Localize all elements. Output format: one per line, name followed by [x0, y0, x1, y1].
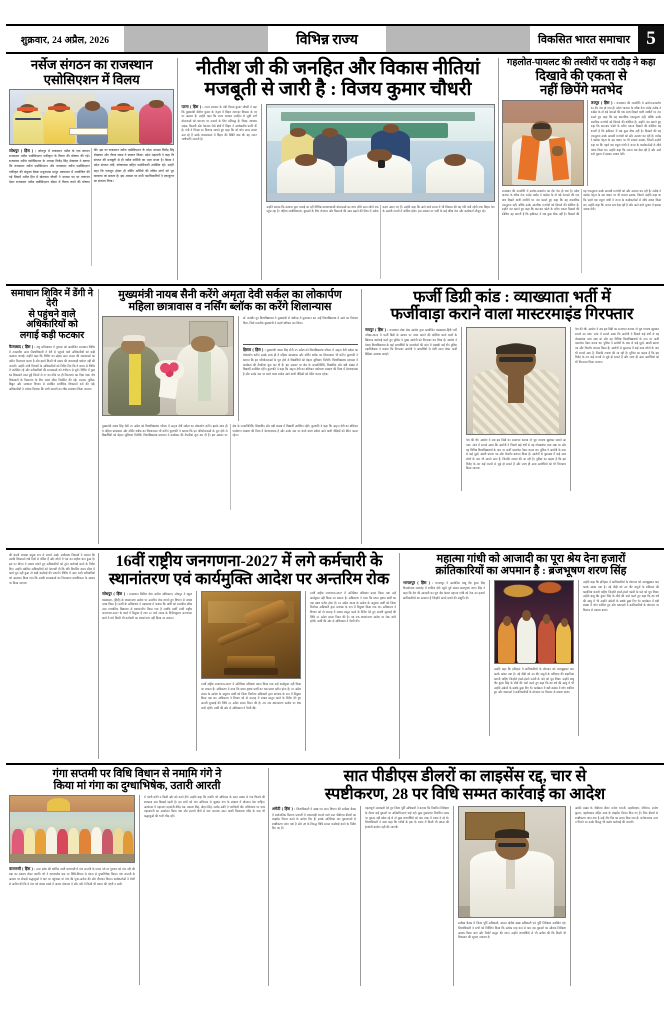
mid-center-body-bottom	[102, 424, 358, 510]
third-center-body-left-text: राजस्थान सिविल सेवा अपील अधिकरण, जोधपुर ने स्कूल व्याख्याता, (हिंदी) के स्थानांतरण आदेश पर अन्तरिम रोक लगाते हुए विभाग से जवाब तलब किया है। प्रार्थी के अधिवक्ता ने न्यायालय में बताया कि प्रार्थी को राजकीय वरिष्ठ उच्च माध्यमिक विद्यालय से स्थानांतरित किया गया है जबकि प्रार्थी 16वीं राष्ट्रीय जनगणना-2027 के कार्य में नियुक्त है तथा 12 मार्च 2026 के निर्देशानुसार जनगणना कार्य में लगे किसी भी कर्मचारी का स्थानांतरण नहीं किया जा सकता।	[102, 592, 192, 621]
divider-third-center-a	[196, 591, 197, 751]
section-mid	[6, 289, 664, 544]
third-center-dateline: जोधपुर ( हिंस )	[102, 592, 126, 597]
bottom-right-headline-line2: स्पष्टीकरण, 28 पर विधि सम्मत कार्रवाई का आदेश	[324, 785, 606, 803]
newspaper-page	[0, 24, 670, 1024]
mid-right-body-right-text: पेश की थी। आयोग ने जब इस डिग्री का सत्यापन कराया तो पूरा मामला खुलकर सामने आ गया। जांच में सामने आया कि आरोपी ने पिछले कई वर्षों से यह गोरखधंधा चला रखा था और वह विभिन्न विश्वविद्यालयों के नाम पर फर्जी दस्तावेज तैयार करता था। पुलिस ने आरोपी के पास से कई मुहरें, खाली प्रमाण पत्र और लैपटॉप बरामद किया है। आरोपी से पूछताछ में कई अन्य लोगों के नाम भी सामने आए हैं, जिनकी तलाश की जा रही है। पुलिस का कहना है कि इस गिरोह के तार कई राज्यों से जुड़े हो सकते हैं और जल्द ही अन्य आरोपियों को भी गिरफ्तार किया जाएगा।	[575, 327, 659, 364]
divider-mid-right-b	[570, 327, 571, 491]
mid-left-article	[6, 289, 98, 544]
third-center-body-under-text: 16वीं राष्ट्रीय जनगणना-2027 में अतिरिक्त प्रशिक्षण प्रदान किया गया उन्हें कार्यमुक्त नहीं किया जा सकता है। अधिकरण ने माना कि प्रथम दृष्टया प्रार्थी का पक्ष प्रबल प्रतीत होता है। 01 अप्रैल 2026 के आदेश के अनुसार प्रार्थी को जिला निर्वाचन अधिकारी द्वारा प्रगणक के रूप में नियुक्त किया गया था। अधिकरण ने विभाग को दो सप्ताह में जवाब प्रस्तुत करने के निर्देश देते हुए अगली सुनवाई की तिथि 21 अप्रैल 2026 नियत की है। तब तक स्थानांतरण आदेश पर रोक जारी रहेगी। प्रार्थी की ओर से अधिवक्ता ने पैरवी की।	[201, 682, 301, 710]
bottom-right-body-c3	[458, 921, 566, 983]
third-left-body	[9, 553, 95, 759]
mid-right-headline-line2: फर्जीवाड़ा कराने वाला मास्टरमाइंड गिरफ्तार	[390, 306, 634, 324]
mid-right-body-undercut-text: पेश की थी। आयोग ने जब इस डिग्री का सत्यापन कराया तो पूरा मामला खुलकर सामने आ गया। जांच में सामने आया कि आरोपी ने पिछले कई वर्षों से यह गोरखधंधा चला रखा था और वह विभिन्न विश्वविद्यालयों के नाम पर फर्जी दस्तावेज तैयार करता था। पुलिस ने आरोपी के पास से कई मुहरें, खाली प्रमाण पत्र और लैपटॉप बरामद किया है। आरोपी से पूछताछ में कई अन्य लोगों के नाम भी सामने आए हैं, जिनकी तलाश की जा रही है। पुलिस का कहना है कि इस गिरोह के तार कई राज्यों से जुड़े हो सकते हैं और जल्द ही अन्य आरोपियों को भी गिरफ्तार किया जाएगा।	[466, 438, 566, 471]
divider-bottom-left-a	[139, 795, 140, 985]
page-number-badge: 5	[638, 26, 664, 52]
section-bottom	[6, 768, 664, 987]
masthead-section-title: विभिन्न राज्य	[268, 26, 386, 52]
top-left-dateline: जोधपुर ( हिंस )	[9, 149, 34, 154]
politician-portrait-photo	[502, 100, 584, 186]
third-center-article	[99, 553, 399, 759]
top-right-body-b	[502, 189, 662, 273]
third-right-headline-line2: क्रांतिकारियों का अपमान है : ब्रजभूषण शरण सिंह	[435, 564, 627, 577]
third-right-dateline: भागलपुर ( हिंस )	[403, 581, 430, 586]
third-left-body-text: की बढ़ती समस्या प्रमुख रूप से सामने आई। अधीनस्थ निकायों ने बताया कि उनकी शिकायतें लंबे दिनों से लंबित हैं और लोगों में भय का माहौल बना हुआ है। इस पर डीएम ने जवाब मांगते हुए अधिकारियों को तुरंत कार्रवाई करने के निर्देश दिए। उन्होंने संबंधित अधिकारियों को चेतावनी दी कि यदि निर्धारित समय सीमा में कार्य पूरा नहीं हुआ तो कड़ी कार्रवाई की जाएगी। शिविर में आए सभी फरियादियों को आश्वस्त किया गया कि उनकी समस्याओं का निराकरण प्राथमिकता के आधार पर किया जाएगा।	[9, 552, 95, 585]
mid-center-headline-line1: मुख्यमंत्री नायब सैनी करेंगे अमृता देवी सर्कल का लोकार्पण	[118, 288, 342, 301]
top-right-article	[499, 58, 665, 280]
bottom-right-body-c2	[365, 806, 449, 986]
masthead-date: शुक्रवार, 24 अप्रैल, 2026	[6, 26, 124, 52]
press-conference-photo	[266, 104, 494, 202]
third-center-body-left: जोधपुर ( हिंस ) । राजस्थान सिविल सेवा अपील अधिकरण, जोधपुर ने स्कूल व्याख्याता, (हिंदी) के स्थानांतरण आदेश पर अन्तरिम रोक लगाते हुए विभाग से जवाब तलब किया है। प्रार्थी के अधिवक्ता ने न्यायालय में बताया कि प्रार्थी को राजकीय वरिष्ठ उच्च माध्यमिक विद्यालय से स्थानांतरित किया गया है जबकि प्रार्थी 16वीं राष्ट्रीय जनगणना-2027 के कार्य में नियुक्त है तथा 12 मार्च 2026 के निर्देशानुसार जनगणना कार्य में लगे किसी भी कर्मचारी का स्थानांतरण नहीं किया जा सकता।	[102, 592, 192, 621]
masthead	[6, 24, 664, 54]
mid-center-body-bottom-text: मुख्यमंत्री नायब सिंह सैनी 25 अप्रैल को विश्वविद्यालय परिसर में अमृता देवी सर्कल का लोकार्पण करेंगे। इसके साथ ही वे महिला छात्रावास और नर्सिंग ब्लॉक का शिलान्यास भी करेंगे। कुलपति ने बताया कि इन परियोजनाओं के पूरा होने से विद्यार्थियों को बेहतर सुविधाएं मिलेंगी। विश्वविद्यालय प्रशासन ने कार्यक्रम की तैयारियां शुरू कर दी हैं। इस अवसर पर क्षेत्र के जनप्रतिनिधि, शिक्षाविद और बड़ी संख्या में विद्यार्थी उपस्थित रहेंगे। कुलपति ने कहा कि अमृता देवी का बलिदान पर्यावरण संरक्षण की दिशा में प्रेरणादायक है और उनके नाम पर बनने वाला सर्कल आने वाली पीढ़ियों को प्रेरित करता रहेगा।	[102, 424, 358, 438]
divider-third-right-b	[578, 580, 579, 736]
top-center-headline-line1: नीतीश जी की जनहित और विकास नीतियां	[196, 58, 480, 79]
bottom-left-dateline: वाराणसी ( हिंस )	[9, 867, 33, 872]
top-right-dateline: जयपुर ( हिंस )	[590, 100, 613, 105]
mid-right-body-left-text: राजस्थान लोक सेवा आयोग द्वारा आयोजित व्याख्याता-हिंदी भर्ती परीक्षा-2022 में फर्जी डिग्री के आधार पर चयन कराने की कोशिश करने वालों के खिलाफ कार्रवाई करते हुए पुलिस ने मुख्य आरोपी को गिरफ्तार कर लिया है। आयोग ने मेवाड़ विश्वविद्यालय के कई अभ्यर्थियों के दस्तावेजों की जांच में गड़बड़ी पाई थी। पुलिस महानिरीक्षक ने बताया कि गिरफ्तार आरोपी ने अभ्यर्थियों से मोटी रकम लेकर फर्जी डिग्रियां उपलब्ध कराईं।	[365, 328, 457, 356]
mid-right-body-left: जयपुर ( हिंस ) । राजस्थान लोक सेवा आयोग द्वारा आयोजित व्याख्याता-हिंदी भर्ती परीक्षा-2022 में फर्जी डिग्री के आधार पर चयन कराने की कोशिश करने वालों के खिलाफ कार्रवाई करते हुए पुलिस ने मुख्य आरोपी को गिरफ्तार कर लिया है। आयोग ने मेवाड़ विश्वविद्यालय के कई अभ्यर्थियों के दस्तावेजों की जांच में गड़बड़ी पाई थी। पुलिस महानिरीक्षक ने बताया कि गिरफ्तार आरोपी ने अभ्यर्थियों से मोटी रकम लेकर फर्जी डिग्रियां उपलब्ध कराईं।	[365, 328, 457, 356]
top-right-body-continued: राजस्थान की राजनीति में आरोप-प्रत्यारोप का दौर तेज हो गया है। प्रदेश भाजपा के वरिष्ठ नेता राजेंद्र राठौड़ ने कांग्रेस के दो बड़े नेताओं की एक साथ दिखने वाली तस्वीरों पर तंज कसते हुए कहा कि यह वास्तविक एकजुटता नहीं, बल्कि उनके आंतरिक मतभेदों को छिपाने की कोशिश है। उन्होंने तंज कसते हुए कहा कि बार-बार फोटो के जरिए एकता दिखाने की कोशिश यह बताती है कि हकीकत में सब कुछ ठीक नहीं है। दिखाने की यह एकजुटता उनके आपसी मतभेदों को और उजागर कर रही है। राठौड़ ने कांग्रेस नेतृत्व के उस बयान पर भी सवाल उठाया, जिसमें उन्होंने कहा था कि पहले बार राहुल गांधी ने राज्य के कार्यकर्ताओं से सीधे संवाद किया था। उन्होंने कहा कि जनता सब देख रही है और आने वाले चुनाव में इसका जवाब देगी।	[501, 188, 661, 216]
bottom-left-headline-line2: किया मां गंगा का दुग्धाभिषेक, उतारी आरती	[53, 779, 221, 792]
bottom-left-body-left-text: उत्तर प्रदेश की धार्मिक नगरी वाराणसी में गंगा सप्तमी के पावन पर्व पर गुरुवार को गंगा नदी की रक्षा का संकल्प लेकर नमामि गंगे ने दशाश्वमेध घाट पर विधि-विधान से वंदना से दुग्धाभिषेक किया। गंगा सप्तमी के अवसर पर सैकड़ों श्रद्धालुओं ने घाट पर पहुंचकर मां गंगा की पूजा-अर्चना की और दीपदान किया। कार्यकर्ताओं ने लोगों से अपील की कि वे गंगा को स्वच्छ रखने में अपना योगदान दें और नदी में किसी भी प्रकार की गंदगी न डालें।	[9, 867, 135, 886]
mid-center-article	[99, 289, 361, 544]
top-left-body: जोधपुर ( हिंस ) । जोधपुर में राजस्थान नर्सेज के एक संगठन राजस्थान नर्सेज एसोसिएशन एकीकृत के विलय की घोषणा की गई। राजस्थान नर्सेज एसोसिएशन के अध्यक्ष विजेंद्र सिंह शेखावत ने बताया कि राजस्थान नर्सेज एसोसिएशन और राजस्थान नर्सेज एसोसिएशन एकीकृत की संयुक्त बैठक मथुरादास माथुर अस्पताल में आयोजित की गई जिसमें नर्सेज हित में खेताराम चौधरी ने अध्यक्ष पद पर न्यागपत्र देकर राजस्थान नर्सेज एसोसिएशन दौसाा में विलय करने की घोषणा की। इस पर राजस्थान नर्सेज एसोसिएशन के प्रदेश अध्यक्ष विजेंद्र सिंह शेखावत और नीरज व्यास ने स्वागत किया। प्रदेश महामंत्री ने कहा कि संगठन की मजबूती से ही नर्सेज कर्मियों का भला संभव है। बैठक में प्रदेश संगठन मंत्री, कोषाध्यक्ष सहित पदाधिकारी उपस्थित रहे। उन्होंने कहा कि एकजुट होकर ही नर्सिंग कर्मियों की लंबित मांगों को पूरा करवाया जा सकता है। इस अवसर पर सभी पदाधिकारियों ने एकजुटता का संकल्प लिया।	[9, 148, 175, 184]
divider-third-right-a	[489, 580, 490, 736]
top-left-body-text: जोधपुर में राजस्थान नर्सेज के एक संगठन राजस्थान नर्सेज एसोसिएशन एकीकृत के विलय की घोषणा की गई। राजस्थान नर्सेज एसोसिएशन के अध्यक्ष विजेंद्र सिंह शेखावत ने बताया कि राजस्थान नर्सेज एसोसिएशन और राजस्थान नर्सेज एसोसिएशन एकीकृत की संयुक्त बैठक मथुरादास माथुर अस्पताल में आयोजित की गई जिसमें नर्सेज हित में खेताराम चौधरी ने अध्यक्ष पद पर न्यागपत्र देकर राजस्थान नर्सेज एसोसिएशन दौसाा में विलय करने की घोषणा की। इस पर राजस्थान नर्सेज एसोसिएशन के प्रदेश अध्यक्ष विजेंद्र सिंह शेखावत और नीरज व्यास ने स्वागत किया। प्रदेश महामंत्री ने कहा कि संगठन की मजबूती से ही नर्सेज कर्मियों का भला संभव है। बैठक में प्रदेश संगठन मंत्री, कोषाध्यक्ष सहित पदाधिकारी उपस्थित रहे। उन्होंने कहा कि एकजुट होकर ही नर्सिंग कर्मियों की लंबित मांगों को पूरा करवाया जा सकता है। इस अवसर पर सभी पदाधिकारियों ने एकजुटता का संकल्प लिया।	[9, 148, 175, 184]
bottom-right-body-c4	[575, 806, 658, 986]
mid-left-headline-line2: से पहुंचने वाले अधिकारियों को	[26, 309, 78, 331]
masthead-spacer-right	[386, 26, 530, 52]
group-felicitation-photo	[9, 89, 174, 145]
mid-left-body: फैजाबाद ( हिंस ) । राघु सचिवालय में गुरुवार को आयोजित समाधान शिविर में तत्कालीन अपर जिलाधिकारी ने देरी से पहुंचने वाले अधिकारियों को कड़ी फटकार लगाई। उन्होंने कहा कि शिविर का उद्देश्य आम जनता की समस्याओं का त्वरित निस्तारण करना है और इसमें किसी भी प्रकार की लापरवाही बर्दाश्त नहीं की जाएगी। उन्होंने सभी विभागों के अधिकारियों को निर्देश दिए कि वे समय से शिविर में उपस्थित रहें और फरियादियों की समस्याओं को गंभीरता से सुनें। शिविर में कुल 84 शिकायतें प्राप्त हुईं जिनमें से 37 का मौके पर ही निस्तारण कर दिया गया। शेष शिकायतों के निस्तारण के लिए समय सीमा निर्धारित की गई। राजस्व, पुलिस, विद्युत और जलकल विभाग से संबंधित सर्वाधिक शिकायतें दर्ज की गईं। अधिकारियों ने भरोसा दिलाया कि सभी मामलों का शीघ्र समाधान किया जाएगा।	[9, 344, 95, 391]
bottom-right-article	[269, 768, 661, 987]
bottom-right-body-c3-text: समीक्षा बैठक में जिला पूर्ति अधिकारी, समस्त क्षेत्रीय खाद्य अधिकारी एवं पूर्ति निरीक्षक उपस्थित रहे। जिलाधिकारी ने सभी को निर्देशित किया कि प्रत्येक माह कम से कम दस दुकानों का औचक निरीक्षण अवश्य किया जाए और रिपोर्ट प्रस्तुत की जाए। उन्होंने लाभार्थियों से भी अपील की कि किसी भी शिकायत की सूचना तत्काल दें।	[458, 921, 566, 940]
section-top	[6, 58, 664, 280]
third-right-body-under-text: उन्होंने कहा कि इतिहास में क्रांतिकारियों के योगदान को जानबूझकर कम करके आंका गया है। नई पीढ़ी को उन वीर सपूतों के बलिदान की कहानियां बतानी चाहिए जिन्होंने हंसते-हंसते फांसी के फंदे को चूम लिया। उन्होंने बाबू वीर कुंवर सिंह के शौर्य की चर्चा करते हुए कहा कि 80 वर्ष की आयु में भी उन्होंने अंग्रेजों के छक्के छुड़ा दिए थे। कार्यक्रम में बड़ी संख्या में लोग शामिल हुए और वक्ताओं ने क्रांतिकारियों के योगदान पर विस्तार से प्रकाश डाला।	[494, 667, 574, 695]
mid-right-dateline: जयपुर ( हिंस )	[365, 328, 386, 333]
divider-third-center-b	[305, 591, 306, 751]
mid-left-headline-line1: समाधान शिविर में डेंगी ने देरी	[10, 288, 94, 310]
third-right-body-left: भागलपुर ( हिंस ) । भागलपुर में आयोजित बाबू वीर कुंवर सिंह विजयोत्सव समारोह में शामिल होने पहुंचे पूर्व सांसद ब्रजभूषण शरण सिंह ने कहा कि देश की आजादी का पूरा श्रेय केवल महात्मा गांधी को देना उन हजारों क्रांतिकारियों का अपमान है जिन्होंने अपने प्राणों की आहुति दी।	[403, 581, 485, 600]
mid-left-headline-line3: लगाई कड़ी फटकार	[19, 331, 85, 342]
bottom-left-headline-line1: गंगा सप्तमी पर विधि विधान से नमामि गंगे ने	[52, 767, 222, 780]
mid-left-body-text: राघु सचिवालय में गुरुवार को आयोजित समाधान शिविर में तत्कालीन अपर जिलाधिकारी ने देरी से पहुंचने वाले अधिकारियों को कड़ी फटकार लगाई। उन्होंने कहा कि शिविर का उद्देश्य आम जनता की समस्याओं का त्वरित निस्तारण करना है और इसमें किसी भी प्रकार की लापरवाही बर्दाश्त नहीं की जाएगी। उन्होंने सभी विभागों के अधिकारियों को निर्देश दिए कि वे समय से शिविर में उपस्थित रहें और फरियादियों की समस्याओं को गंभीरता से सुनें। शिविर में कुल 84 शिकायतें प्राप्त हुईं जिनमें से 37 का मौके पर ही निस्तारण कर दिया गया। शेष शिकायतों के निस्तारण के लिए समय सीमा निर्धारित की गई। राजस्व, पुलिस, विद्युत और जलकल विभाग से संबंधित सर्वाधिक शिकायतें दर्ज की गईं। अधिकारियों ने भरोसा दिलाया कि सभी मामलों का शीघ्र समाधान किया जाएगा।	[9, 344, 95, 391]
section-divider-3	[6, 763, 664, 765]
bottom-right-body-c1: अमेठी ( हिंस ) । जिलाधिकारी ने खाद्य एवं रसद विभाग की समीक्षा बैठक में सार्वजनिक वितरण प्रणाली में लापरवाही बरतने वाले सात पीडीएस डीलरों का लाइसेंस निरस्त करने के आदेश दिए हैं। इसके अतिरिक्त चार दुकानदारों से स्पष्टीकरण मांगा गया है और 28 के विरुद्ध विधि सम्मत कार्रवाई करने के निर्देश दिए गए हैं।	[272, 807, 356, 831]
top-left-headline-line2: एसोसिएशन में विलय	[43, 71, 140, 87]
bottom-left-article	[6, 768, 268, 987]
divider-top-center-a	[261, 104, 262, 280]
mid-right-body-undercut	[466, 438, 566, 490]
third-right-body-under	[494, 667, 574, 733]
third-right-body-right	[583, 580, 659, 736]
third-right-body-right-text: उन्होंने कहा कि इतिहास में क्रांतिकारियों के योगदान को जानबूझकर कम करके आंका गया है। नई पीढ़ी को उन वीर सपूतों के बलिदान की कहानियां बतानी चाहिए जिन्होंने हंसते-हंसते फांसी के फंदे को चूम लिया। उन्होंने बाबू वीर कुंवर सिंह के शौर्य की चर्चा करते हुए कहा कि 80 वर्ष की आयु में भी उन्होंने अंग्रेजों के छक्के छुड़ा दिए थे। कार्यक्रम में बड़ी संख्या में लोग शामिल हुए और वक्ताओं ने क्रांतिकारियों के योगदान पर विस्तार से प्रकाश डाला।	[583, 580, 659, 613]
accused-mugshot-photo	[466, 327, 566, 435]
top-left-article	[6, 58, 177, 280]
top-center-body-right	[266, 205, 494, 279]
top-right-headline-line1: दिखावे की एकता से	[535, 67, 627, 83]
top-left-headline-line1: नर्सेज संगठन का राजस्थान	[30, 57, 153, 72]
divider-bottom-right-b	[453, 806, 454, 986]
mid-center-body-right-text: मुख्यमंत्री नायब सिंह सैनी 25 अप्रैल को विश्वविद्यालय परिसर में अमृता देवी सर्कल का लोकार्पण करेंगे। इसके साथ ही वे महिला छात्रावास और नर्सिंग ब्लॉक का शिलान्यास भी करेंगे। कुलपति ने बताया कि इन परियोजनाओं के पूरा होने से विद्यार्थियों को बेहतर सुविधाएं मिलेंगी। विश्वविद्यालय प्रशासन ने कार्यक्रम की तैयारियां शुरू कर दी हैं। इस अवसर पर क्षेत्र के जनप्रतिनिधि, शिक्षाविद और बड़ी संख्या में विद्यार्थी उपस्थित रहेंगे। कुलपति ने कहा कि अमृता देवी का बलिदान पर्यावरण संरक्षण की दिशा में प्रेरणादायक है और उनके नाम पर बनने वाला सर्कल आने वाली पीढ़ियों को प्रेरित करता रहेगा।	[243, 348, 358, 376]
top-center-article	[178, 58, 497, 280]
mid-right-body-right	[575, 327, 659, 491]
third-center-body-right-text: 16वीं राष्ट्रीय जनगणना-2027 में अतिरिक्त प्रशिक्षण प्रदान किया गया उन्हें कार्यमुक्त नहीं किया जा सकता है। अधिकरण ने माना कि प्रथम दृष्टया प्रार्थी का पक्ष प्रबल प्रतीत होता है। 01 अप्रैल 2026 के आदेश के अनुसार प्रार्थी को जिला निर्वाचन अधिकारी द्वारा प्रगणक के रूप में नियुक्त किया गया था। अधिकरण ने विभाग को दो सप्ताह में जवाब प्रस्तुत करने के निर्देश देते हुए अगली सुनवाई की तिथि 21 अप्रैल 2026 नियत की है। तब तक स्थानांतरण आदेश पर रोक जारी रहेगी। प्रार्थी की ओर से अधिवक्ता ने पैरवी की।	[310, 591, 396, 624]
officer-desk-photo	[458, 806, 566, 918]
mid-center-headline-line2: महिला छात्रावास व नर्सिंग ब्लॉक का करेंगे शिलान्यास	[128, 300, 332, 313]
third-right-article	[400, 553, 662, 759]
top-center-body-left-text: राज्य सरकार के मंत्री विजय कुमार चौधरी ने कहा कि मुख्यमंत्री नीतीश कुमार के नेतृत्व में बिहार लगातार विकास के पथ पर अग्रसर है। उन्होंने कहा कि राज्य सरकार जनहित से जुड़ी सभी योजनाओं को धरातल पर उतारने के लिए प्रतिबद्ध है। शिक्षा, स्वास्थ्य, सड़क, बिजली और पेयजल जैसे क्षेत्रों में बिहार ने उल्लेखनीय प्रगति की है। मंत्री ने विपक्ष पर निशाना साधते हुए कहा कि जो लोग आज सवाल उठा रहे हैं उनके शासनकाल में बिहार की स्थिति क्या थी, यह जनता भलीभांति जानती है।	[181, 104, 258, 142]
gavel-photo	[201, 591, 301, 679]
bottom-left-body-right-text: में गंदगी करेंगे न किसी और को करने देंगे। उन्होंने कहा कि नमामि गंगे अभियान के सतत प्रयास से गंगा किनारे की स्वच्छता अब दिखाई पड़ती है। हम सभी को गंगा अभियान से जुड़कर गंगा के संरक्षण में योगदान देना चाहिए। आयोजन में महानगर महामंत्री वीरेंद्र राय, प्रकाश सिंह, मोहन सिंह, सत्येंद्र आदि ने भागीदारी की। ललितघाट पर भव्य महाआरती का आयोजन किया गया और हजारों दीपों से घाट जगमगा उठा। काशी विश्वनाथ मंदिर के पास भी श्रद्धालुओं की भारी भीड़ रही।	[144, 795, 265, 818]
third-center-headline-line2: स्थानांतरण एवं कार्यमुक्ति आदेश पर अन्तरिम रोक	[108, 570, 390, 588]
mid-center-body-top	[243, 316, 358, 342]
bottom-right-body-c4-text: अमेठी प्रखंड के पीडीएस डीलर राजेश भारती, तहसीलदार, गौरीगंज, संतोष कुमार, तहसीलदार सहित अन्य के लाइसेंस निरस्त किए गए हैं। जिन डीलरों से स्पष्टीकरण मांगा गया है उन्हें तीन दिन का समय दिया गया है। संतोषजनक उत्तर न मिलने पर उनके विरुद्ध भी कठोर कार्रवाई की जाएगी।	[575, 806, 658, 825]
bottom-left-body-right	[144, 795, 265, 985]
mid-center-body-right: हिसार ( हिंस ) । मुख्यमंत्री नायब सिंह सैनी 25 अप्रैल को विश्वविद्यालय परिसर में अमृता देवी सर्कल का लोकार्पण करेंगे। इसके साथ ही वे महिला छात्रावास और नर्सिंग ब्लॉक का शिलान्यास भी करेंगे। कुलपति ने बताया कि इन परियोजनाओं के पूरा होने से विद्यार्थियों को बेहतर सुविधाएं मिलेंगी। विश्वविद्यालय प्रशासन ने कार्यक्रम की तैयारियां शुरू कर दी हैं। इस अवसर पर क्षेत्र के जनप्रतिनिधि, शिक्षाविद और बड़ी संख्या में विद्यार्थी उपस्थित रहेंगे। कुलपति ने कहा कि अमृता देवी का बलिदान पर्यावरण संरक्षण की दिशा में प्रेरणादायक है और उनके नाम पर बनने वाला सर्कल आने वाली पीढ़ियों को प्रेरित करता रहेगा।	[243, 348, 358, 376]
stage-event-photo	[494, 580, 574, 664]
mid-right-headline-line1: फर्जी डिग्री कांड : व्याख्याता भर्ती में	[413, 288, 611, 306]
top-right-body-text: राजस्थान की राजनीति में आरोप-प्रत्यारोप का दौर तेज हो गया है। प्रदेश भाजपा के वरिष्ठ नेता राजेंद्र राठौड़ ने कांग्रेस के दो बड़े नेताओं की एक साथ दिखने वाली तस्वीरों पर तंज कसते हुए कहा कि यह वास्तविक एकजुटता नहीं, बल्कि उनके आंतरिक मतभेदों को छिपाने की कोशिश है। उन्होंने तंज कसते हुए कहा कि बार-बार फोटो के जरिए एकता दिखाने की कोशिश यह बताती है कि हकीकत में सब कुछ ठीक नहीं है। दिखाने की यह एकजुटता उनके आपसी मतभेदों को और उजागर कर रही है। राठौड़ ने कांग्रेस नेतृत्व के उस बयान पर भी सवाल उठाया, जिसमें उन्होंने कहा था कि पहले बार राहुल गांधी ने राज्य के कार्यकर्ताओं से सीधे संवाद किया था। उन्होंने कहा कि जनता सब देख रही है और आने वाले चुनाव में इसका जवाब देगी।	[590, 100, 661, 157]
mid-center-hairline	[243, 344, 358, 345]
top-center-headline-line2: मजबूती से जारी है : विजय कुमार चौधरी	[204, 79, 472, 101]
third-right-body-left-text: भागलपुर में आयोजित बाबू वीर कुंवर सिंह विजयोत्सव समारोह में शामिल होने पहुंचे पूर्व सांसद ब्रजभूषण शरण सिंह ने कहा कि देश की आजादी का पूरा श्रेय केवल महात्मा गांधी को देना उन हजारों क्रांतिकारियों का अपमान है जिन्होंने अपने प्राणों की आहुति दी।	[403, 581, 485, 600]
mid-center-dateline: हिसार ( हिंस )	[243, 348, 264, 353]
masthead-brand: विकसित भारत समाचार	[530, 26, 638, 52]
mid-left-dateline: फैजाबाद ( हिंस )	[9, 344, 34, 349]
divider-top-right-a	[587, 100, 588, 186]
top-center-dateline: पटना ( हिंस )	[181, 104, 202, 109]
bottom-right-headline-line1: सात पीडीएस डीलरों का लाइसेंस रद्द, चार से	[343, 767, 587, 785]
mid-center-body-top-text: डॉ. सतबीर दून विश्वविद्यालय ने मुख्यमंत्री से चंडीगढ़ में मुलाकात कर उन्हें विश्वविद्यालय में आने का निमंत्रण दिया, जिसे माननीय मुख्यमंत्री ने सहर्ष स्वीकार कर लिया।	[243, 316, 358, 325]
divider-mid-right-a	[461, 327, 462, 491]
third-center-body-right	[310, 591, 396, 751]
mid-right-article	[362, 289, 662, 544]
bouquet-greeting-photo	[102, 316, 234, 416]
third-left-continuation	[6, 553, 98, 759]
top-right-headline-line2: नहीं छिपेंगे मतभेद	[540, 82, 623, 98]
mid-center-photo-caption	[102, 416, 234, 417]
section-divider-2	[6, 548, 664, 550]
bottom-right-body-c2-text: महत्वपूर्ण जानकारी देते हुए जिला पूर्ति अधिकारी ने बताया कि नियमित निरीक्षण के दौरान कई दुकानों पर अनियमितताएं पाई गईं। कुछ दुकानदार निर्धारित समय पर दुकान नहीं खोल रहे थे तो कुछ लाभार्थियों को कम मात्रा में राशन दे रहे थे। जिलाधिकारी ने स्पष्ट कहा कि गरीबों के हक के राशन में किसी भी प्रकार की हेराफेरी बर्दाश्त नहीं की जाएगी।	[365, 806, 449, 830]
section-third	[6, 553, 664, 759]
divider-bottom-right-c	[570, 806, 571, 986]
divider-bottom-right-a	[360, 806, 361, 986]
third-center-body-under	[201, 682, 301, 750]
top-right-kicker: गहलोत-पायलट की तस्वीरों पर राठौड़ ने कहा	[507, 58, 656, 68]
divider-mid-center-a	[238, 316, 239, 421]
third-right-headline-line1: महात्मा गांधी को आजादी का पूरा श्रेय देना हजारों	[436, 552, 626, 565]
top-center-body-right-text: उन्होंने बताया कि सरकार द्वारा चलाई जा रही विभिन्न कल्याणकारी योजनाओं का लाभ सीधे आम लोगों तक पहुंच रहा है। महिला सशक्तिकरण, युवाओं के लिए रोजगार और किसानों की आय बढ़ाने की दिशा में अनेक कदम उठाए गए हैं। उन्होंने कहा कि आने वाले समय में भी विकास की यह गति बनी रहेगी तथा बिहार देश के अग्रणी राज्यों में शामिल होगा। इस अवसर पर पार्टी के कई वरिष्ठ नेता और कार्यकर्ता मौजूद रहे।	[266, 204, 495, 214]
masthead-spacer-left	[124, 26, 268, 52]
third-center-headline-line1: 16वीं राष्ट्रीय जनगणना-2027 में लगे कर्मचारी के	[115, 552, 383, 570]
bottom-left-body-under: वाराणसी ( हिंस ) । उत्तर प्रदेश की धार्मिक नगरी वाराणसी में गंगा सप्तमी के पावन पर्व पर गुरुवार को गंगा नदी की रक्षा का संकल्प लेकर नमामि गंगे ने दशाश्वमेध घाट पर विधि-विधान से वंदना से दुग्धाभिषेक किया। गंगा सप्तमी के अवसर पर सैकड़ों श्रद्धालुओं ने घाट पर पहुंचकर मां गंगा की पूजा-अर्चना की और दीपदान किया। कार्यकर्ताओं ने लोगों से अपील की कि वे गंगा को स्वच्छ रखने में अपना योगदान दें और नदी में किसी भी प्रकार की गंदगी न डालें।	[9, 867, 135, 886]
bottom-right-body-c1-text: जिलाधिकारी ने खाद्य एवं रसद विभाग की समीक्षा बैठक में सार्वजनिक वितरण प्रणाली में लापरवाही बरतने वाले सात पीडीएस डीलरों का लाइसेंस निरस्त करने के आदेश दिए हैं। इसके अतिरिक्त चार दुकानदारों से स्पष्टीकरण मांगा गया है और 28 के विरुद्ध विधि सम्मत कार्रवाई करने के निर्देश दिए गए हैं।	[272, 807, 356, 831]
section-divider-1	[6, 284, 664, 286]
top-right-body-a: जयपुर ( हिंस ) । राजस्थान की राजनीति में आरोप-प्रत्यारोप का दौर तेज हो गया है। प्रदेश भाजपा के वरिष्ठ नेता राजेंद्र राठौड़ ने कांग्रेस के दो बड़े नेताओं की एक साथ दिखने वाली तस्वीरों पर तंज कसते हुए कहा कि यह वास्तविक एकजुटता नहीं, बल्कि उनके आंतरिक मतभेदों को छिपाने की कोशिश है। उन्होंने तंज कसते हुए कहा कि बार-बार फोटो के जरिए एकता दिखाने की कोशिश यह बताती है कि हकीकत में सब कुछ ठीक नहीं है। दिखाने की यह एकजुटता उनके आपसी मतभेदों को और उजागर कर रही है। राठौड़ ने कांग्रेस नेतृत्व के उस बयान पर भी सवाल उठाया, जिसमें उन्होंने कहा था कि पहले बार राहुल गांधी ने राज्य के कार्यकर्ताओं से सीधे संवाद किया था। उन्होंने कहा कि जनता सब देख रही है और आने वाले चुनाव में इसका जवाब देगी।	[590, 100, 661, 157]
bottom-right-dateline: अमेठी ( हिंस )	[272, 807, 293, 812]
ganga-aarti-photo	[9, 795, 135, 863]
top-center-body-left: पटना ( हिंस ) । राज्य सरकार के मंत्री विजय कुमार चौधरी ने कहा कि मुख्यमंत्री नीतीश कुमार के नेतृत्व में बिहार लगातार विकास के पथ पर अग्रसर है। उन्होंने कहा कि राज्य सरकार जनहित से जुड़ी सभी योजनाओं को धरातल पर उतारने के लिए प्रतिबद्ध है। शिक्षा, स्वास्थ्य, सड़क, बिजली और पेयजल जैसे क्षेत्रों में बिहार ने उल्लेखनीय प्रगति की है। मंत्री ने विपक्ष पर निशाना साधते हुए कहा कि जो लोग आज सवाल उठा रहे हैं उनके शासनकाल में बिहार की स्थिति क्या थी, यह जनता भलीभांति जानती है।	[181, 104, 258, 142]
